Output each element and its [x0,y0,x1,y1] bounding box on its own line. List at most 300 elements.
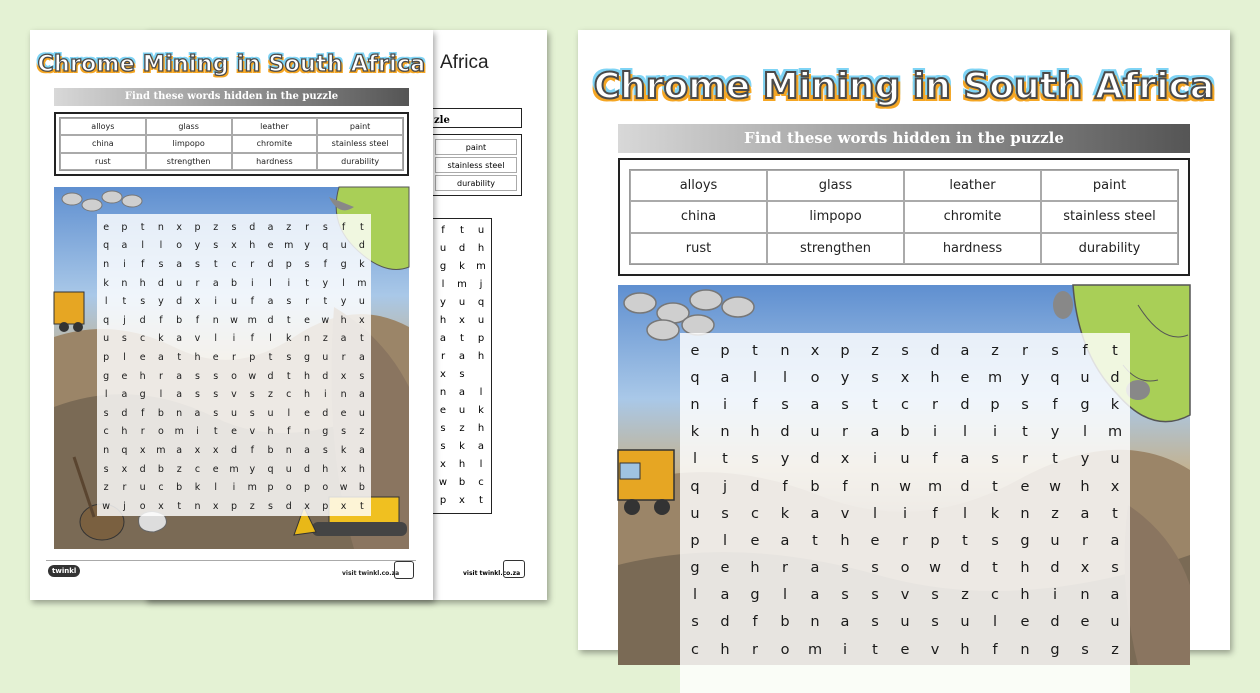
grid-letter[interactable]: u [900,614,910,631]
grid-letter[interactable]: n [285,444,292,456]
grid-letter[interactable]: k [286,333,292,345]
grid-letter[interactable]: t [992,560,998,577]
grid-letter[interactable]: e [690,342,700,359]
grid-letter[interactable]: x [212,444,219,456]
grid-letter[interactable]: e [720,560,730,577]
grid-letter[interactable]: s [121,333,127,345]
grid-letter[interactable]: i [992,424,998,441]
grid-letter[interactable]: r [1022,342,1028,359]
grid-letter[interactable]: n [194,500,201,512]
grid-letter[interactable]: e [870,532,880,549]
grid-letter[interactable]: a [810,560,820,577]
grid-letter[interactable]: x [176,221,182,233]
grid-letter[interactable]: z [359,426,365,438]
grid-letter[interactable]: l [962,505,968,522]
grid-letter[interactable]: a [176,370,183,382]
grid-letter[interactable]: a [121,389,128,401]
grid-letter[interactable]: a [810,587,820,604]
grid-letter[interactable]: d [322,370,329,382]
grid-letter[interactable]: s [359,370,365,382]
grid-letter[interactable]: m [156,444,166,456]
grid-letter[interactable]: x [340,500,347,512]
grid-letter[interactable]: h [750,560,760,577]
grid-letter[interactable]: w [1049,478,1061,495]
grid-letter[interactable]: s [286,351,292,363]
grid-letter[interactable]: u [267,407,274,419]
grid-letter[interactable]: t [140,221,145,233]
grid-letter[interactable]: g [340,258,347,270]
grid-letter[interactable]: b [810,478,820,495]
grid-letter[interactable]: q [690,369,700,386]
grid-letter[interactable]: w [929,560,941,577]
grid-letter[interactable]: o [780,641,790,658]
grid-letter[interactable]: o [139,500,146,512]
grid-letter[interactable]: r [305,221,309,233]
grid-letter[interactable]: c [691,641,699,658]
grid-letter[interactable]: j [722,478,728,495]
grid-letter[interactable]: h [1020,587,1030,604]
grid-letter[interactable]: p [840,342,850,359]
grid-letter[interactable]: w [102,500,111,512]
grid-letter[interactable]: t [359,500,364,512]
grid-letter[interactable]: u [358,296,365,308]
grid-letter[interactable]: t [1112,505,1118,522]
grid-letter[interactable]: a [720,369,730,386]
grid-letter[interactable]: t [1112,342,1118,359]
grid-letter[interactable]: i [902,505,908,522]
grid-letter[interactable]: d [157,277,164,289]
grid-letter[interactable]: m [807,641,823,658]
grid-letter[interactable]: f [323,258,327,270]
grid-letter[interactable]: d [810,451,820,468]
grid-letter[interactable]: i [932,424,938,441]
grid-letter[interactable]: u [230,296,237,308]
grid-letter[interactable]: e [231,426,237,438]
grid-letter[interactable]: t [213,258,218,270]
grid-letter[interactable]: w [321,314,330,326]
grid-letter[interactable]: i [287,277,291,289]
grid-letter[interactable]: s [871,614,879,631]
grid-letter[interactable]: o [322,482,329,494]
grid-letter[interactable]: d [230,444,237,456]
grid-letter[interactable]: h [358,463,365,475]
grid-letter[interactable]: x [810,342,820,359]
grid-letter[interactable]: t [752,342,758,359]
grid-letter[interactable]: s [841,587,849,604]
grid-letter[interactable]: r [158,370,163,382]
grid-letter[interactable]: u [322,351,329,363]
grid-letter[interactable]: r [1082,532,1088,549]
grid-letter[interactable]: l [269,277,272,289]
grid-letter[interactable]: v [930,641,940,658]
grid-letter[interactable]: r [195,277,200,289]
grid-letter[interactable]: c [901,396,909,413]
grid-letter[interactable]: a [212,277,219,289]
grid-letter[interactable]: p [230,500,237,512]
grid-letter[interactable]: d [960,396,970,413]
grid-letter[interactable]: d [121,407,128,419]
grid-letter[interactable]: u [900,451,910,468]
grid-letter[interactable]: h [267,426,274,438]
grid-letter[interactable]: d [176,296,183,308]
grid-letter[interactable]: s [268,500,273,512]
grid-letter[interactable]: z [213,221,219,233]
grid-letter[interactable]: p [990,396,1000,413]
grid-letter[interactable]: a [960,342,970,359]
grid-letter[interactable]: d [960,478,970,495]
grid-letter[interactable]: t [323,296,328,308]
grid-letter[interactable]: s [213,389,219,401]
grid-letter[interactable]: h [960,641,970,658]
grid-letter[interactable]: t [359,333,364,345]
grid-letter[interactable]: h [1080,478,1090,495]
grid-letter[interactable]: n [212,314,219,326]
grid-letter[interactable]: e [750,532,760,549]
grid-letter[interactable]: h [340,314,347,326]
grid-letter[interactable]: s [871,369,879,386]
grid-letter[interactable]: i [232,482,236,494]
grid-letter[interactable]: n [176,407,183,419]
grid-letter[interactable]: m [284,240,294,252]
grid-letter[interactable]: k [690,424,700,441]
grid-letter[interactable]: s [871,560,879,577]
grid-letter[interactable]: v [231,389,237,401]
grid-letter[interactable]: h [139,277,146,289]
grid-letter[interactable]: c [140,333,146,345]
grid-letter[interactable]: r [902,532,908,549]
grid-letter[interactable]: z [1051,505,1059,522]
grid-letter[interactable]: p [720,342,730,359]
grid-letter[interactable]: s [322,221,328,233]
grid-letter[interactable]: r [782,560,788,577]
grid-letter[interactable]: p [304,482,311,494]
grid-letter[interactable]: b [267,444,274,456]
grid-letter[interactable]: b [358,482,365,494]
grid-letter[interactable]: s [194,370,200,382]
grid-letter[interactable]: q [103,240,110,252]
grid-letter[interactable]: y [194,240,201,252]
grid-letter[interactable]: g [139,389,146,401]
grid-letter[interactable]: d [139,314,146,326]
grid-letter[interactable]: m [247,482,257,494]
grid-letter[interactable]: r [341,351,346,363]
grid-letter[interactable]: x [121,463,128,475]
grid-letter[interactable]: h [139,370,146,382]
grid-letter[interactable]: z [286,221,292,233]
grid-letter[interactable]: a [358,444,365,456]
grid-letter[interactable]: g [103,370,110,382]
grid-letter[interactable]: i [722,396,728,413]
grid-letter[interactable]: t [305,277,309,289]
grid-letter[interactable]: x [194,444,201,456]
grid-letter[interactable]: d [780,424,790,441]
grid-letter[interactable]: h [750,424,760,441]
grid-letter[interactable]: x [194,296,201,308]
grid-letter[interactable]: t [268,351,273,363]
grid-letter[interactable]: m [174,426,184,438]
grid-letter[interactable]: c [991,587,999,604]
grid-letter[interactable]: d [285,500,292,512]
grid-letter[interactable]: f [752,614,758,631]
grid-letter[interactable]: t [992,478,998,495]
grid-letter[interactable]: l [722,532,728,549]
grid-letter[interactable]: c [751,505,759,522]
grid-letter[interactable]: s [213,240,219,252]
grid-letter[interactable]: w [248,370,257,382]
grid-letter[interactable]: b [780,614,790,631]
grid-letter[interactable]: u [285,463,292,475]
grid-letter[interactable]: m [229,463,239,475]
grid-letter[interactable]: s [841,560,849,577]
grid-letter[interactable]: t [359,221,364,233]
grid-letter[interactable]: q [690,478,700,495]
grid-letter[interactable]: n [157,221,164,233]
grid-letter[interactable]: s [1081,641,1089,658]
grid-letter[interactable]: s [781,396,789,413]
grid-letter[interactable]: q [1050,369,1060,386]
grid-letter[interactable]: m [247,314,257,326]
grid-letter[interactable]: u [139,482,146,494]
grid-letter[interactable]: h [930,369,940,386]
grid-letter[interactable]: a [840,614,850,631]
grid-letter[interactable]: r [140,426,145,438]
grid-letter[interactable]: i [196,426,199,438]
grid-letter[interactable]: d [267,258,274,270]
grid-letter[interactable]: a [960,451,970,468]
grid-letter[interactable]: r [305,296,309,308]
grid-letter[interactable]: r [842,424,848,441]
grid-letter[interactable]: o [900,560,910,577]
grid-letter[interactable]: x [139,444,146,456]
grid-letter[interactable]: p [285,258,292,270]
grid-letter[interactable]: l [782,587,788,604]
grid-letter[interactable]: x [158,500,164,512]
grid-letter[interactable]: q [103,314,110,326]
grid-letter[interactable]: a [870,424,880,441]
grid-letter[interactable]: w [339,482,348,494]
grid-letter[interactable]: g [690,560,700,577]
grid-letter[interactable]: e [212,351,219,363]
grid-letter[interactable]: l [214,482,218,494]
grid-letter[interactable]: e [1080,614,1090,631]
grid-letter[interactable]: i [123,258,126,270]
grid-letter[interactable]: d [930,342,940,359]
grid-letter[interactable]: g [322,426,329,438]
grid-letter[interactable]: f [782,478,788,495]
grid-letter[interactable]: o [158,426,164,438]
grid-letter[interactable]: b [157,407,164,419]
grid-letter[interactable]: m [927,478,943,495]
grid-letter[interactable]: n [1020,505,1030,522]
grid-letter[interactable]: g [1050,641,1060,658]
grid-letter[interactable]: o [285,482,292,494]
grid-letter[interactable]: t [177,500,182,512]
grid-letter[interactable]: d [249,221,256,233]
grid-letter[interactable]: u [1110,614,1120,631]
grid-letter[interactable]: f [842,478,848,495]
grid-letter[interactable]: s [871,587,879,604]
grid-letter[interactable]: n [780,342,790,359]
grid-letter[interactable]: p [930,532,940,549]
grid-letter[interactable]: n [870,478,880,495]
grid-letter[interactable]: n [810,614,820,631]
grid-letter[interactable]: n [690,396,700,413]
grid-letter[interactable]: a [267,221,274,233]
grid-letter[interactable]: h [304,389,311,401]
grid-letter[interactable]: s [231,221,237,233]
grid-letter[interactable]: p [267,482,274,494]
grid-letter[interactable]: s [249,407,255,419]
grid-letter[interactable]: z [322,333,328,345]
grid-letter[interactable]: z [103,482,109,494]
grid-letter[interactable]: t [213,426,218,438]
grid-letter[interactable]: e [121,370,128,382]
grid-letter[interactable]: f [287,426,291,438]
grid-letter[interactable]: l [287,407,291,419]
grid-letter[interactable]: a [780,532,790,549]
grid-letter[interactable]: h [840,532,850,549]
grid-letter[interactable]: b [230,277,237,289]
grid-letter[interactable]: p [121,221,128,233]
grid-letter[interactable]: s [1051,342,1059,359]
grid-letter[interactable]: l [872,505,878,522]
grid-letter[interactable]: z [249,500,255,512]
grid-letter[interactable]: k [158,333,164,345]
grid-letter[interactable]: k [780,505,790,522]
grid-letter[interactable]: s [991,451,999,468]
grid-letter[interactable]: n [103,258,110,270]
grid-letter[interactable]: d [358,240,365,252]
grid-letter[interactable]: l [1082,424,1088,441]
grid-letter[interactable]: k [1110,396,1120,413]
grid-letter[interactable]: l [992,614,998,631]
grid-letter[interactable]: n [103,444,110,456]
grid-letter[interactable]: d [304,463,311,475]
grid-letter[interactable]: p [194,221,201,233]
grid-letter[interactable]: b [176,482,183,494]
grid-letter[interactable]: i [842,641,848,658]
grid-letter[interactable]: h [249,240,256,252]
grid-letter[interactable]: i [1052,587,1058,604]
grid-letter[interactable]: n [304,333,311,345]
grid-letter[interactable]: q [267,463,274,475]
grid-letter[interactable]: l [159,389,163,401]
grid-letter[interactable]: e [267,240,274,252]
grid-letter[interactable]: l [342,277,345,289]
grid-letter[interactable]: f [1052,396,1058,413]
grid-letter[interactable]: t [177,351,182,363]
grid-letter[interactable]: v [840,505,850,522]
grid-letter[interactable]: n [1080,587,1090,604]
grid-letter[interactable]: r [752,641,758,658]
grid-letter[interactable]: a [176,389,183,401]
grid-letter[interactable]: y [340,296,347,308]
grid-letter[interactable]: t [872,396,878,413]
grid-letter[interactable]: a [810,396,820,413]
grid-letter[interactable]: h [1020,560,1030,577]
grid-letter[interactable]: t [812,532,818,549]
grid-letter[interactable]: v [194,333,201,345]
grid-letter[interactable]: f [752,396,758,413]
grid-letter[interactable]: n [1020,641,1030,658]
grid-letter[interactable]: t [286,314,291,326]
grid-letter[interactable]: t [1052,451,1058,468]
grid-letter[interactable]: f [195,314,200,326]
grid-letter[interactable]: l [141,240,144,252]
grid-letter[interactable]: l [752,369,758,386]
grid-letter[interactable]: n [720,424,730,441]
grid-letter[interactable]: e [900,641,910,658]
grid-letter[interactable]: z [176,463,182,475]
grid-letter[interactable]: j [123,314,126,326]
grid-letter[interactable]: d [1050,560,1060,577]
grid-letter[interactable]: s [213,370,219,382]
grid-letter[interactable]: a [810,505,820,522]
grid-letter[interactable]: u [176,277,183,289]
grid-letter[interactable]: l [692,587,698,604]
grid-letter[interactable]: r [232,351,236,363]
grid-letter[interactable]: l [104,389,108,401]
grid-letter[interactable]: s [931,614,939,631]
grid-letter[interactable]: h [121,426,128,438]
grid-letter[interactable]: d [1050,614,1060,631]
grid-letter[interactable]: x [840,451,850,468]
grid-letter[interactable]: i [250,277,254,289]
grid-letter[interactable]: b [157,463,164,475]
grid-letter[interactable]: g [1020,532,1030,549]
grid-letter[interactable]: e [103,221,110,233]
grid-letter[interactable]: r [932,396,938,413]
grid-letter[interactable]: t [872,641,878,658]
grid-letter[interactable]: x [1110,478,1120,495]
grid-letter[interactable]: y [780,451,790,468]
grid-letter[interactable]: l [123,351,126,363]
grid-letter[interactable]: a [194,407,201,419]
grid-letter[interactable]: s [103,463,109,475]
grid-letter[interactable]: h [304,370,311,382]
grid-letter[interactable]: y [1020,369,1030,386]
grid-letter[interactable]: s [341,426,347,438]
grid-letter[interactable]: a [358,389,365,401]
grid-letter[interactable]: u [358,407,365,419]
grid-letter[interactable]: u [230,407,237,419]
grid-letter[interactable]: s [691,614,699,631]
grid-letter[interactable]: q [121,444,128,456]
grid-letter[interactable]: f [932,505,938,522]
grid-letter[interactable]: x [231,240,237,252]
grid-letter[interactable]: a [358,351,365,363]
grid-letter[interactable]: a [176,258,183,270]
grid-letter[interactable]: f [932,451,938,468]
grid-letter[interactable]: c [103,426,109,438]
grid-letter[interactable]: r [122,482,127,494]
grid-letter[interactable]: x [900,369,910,386]
grid-letter[interactable]: w [899,478,911,495]
grid-letter[interactable]: i [232,333,236,345]
grid-letter[interactable]: q [322,240,329,252]
grid-letter[interactable]: d [960,560,970,577]
grid-letter[interactable]: a [176,444,183,456]
grid-letter[interactable]: s [158,258,164,270]
grid-letter[interactable]: o [810,369,820,386]
grid-letter[interactable]: f [1082,342,1088,359]
grid-letter[interactable]: p [103,351,110,363]
grid-letter[interactable]: u [103,333,110,345]
grid-letter[interactable]: f [250,296,254,308]
grid-letter[interactable]: y [158,296,164,308]
grid-letter[interactable]: p [690,532,700,549]
grid-letter[interactable]: f [992,641,998,658]
